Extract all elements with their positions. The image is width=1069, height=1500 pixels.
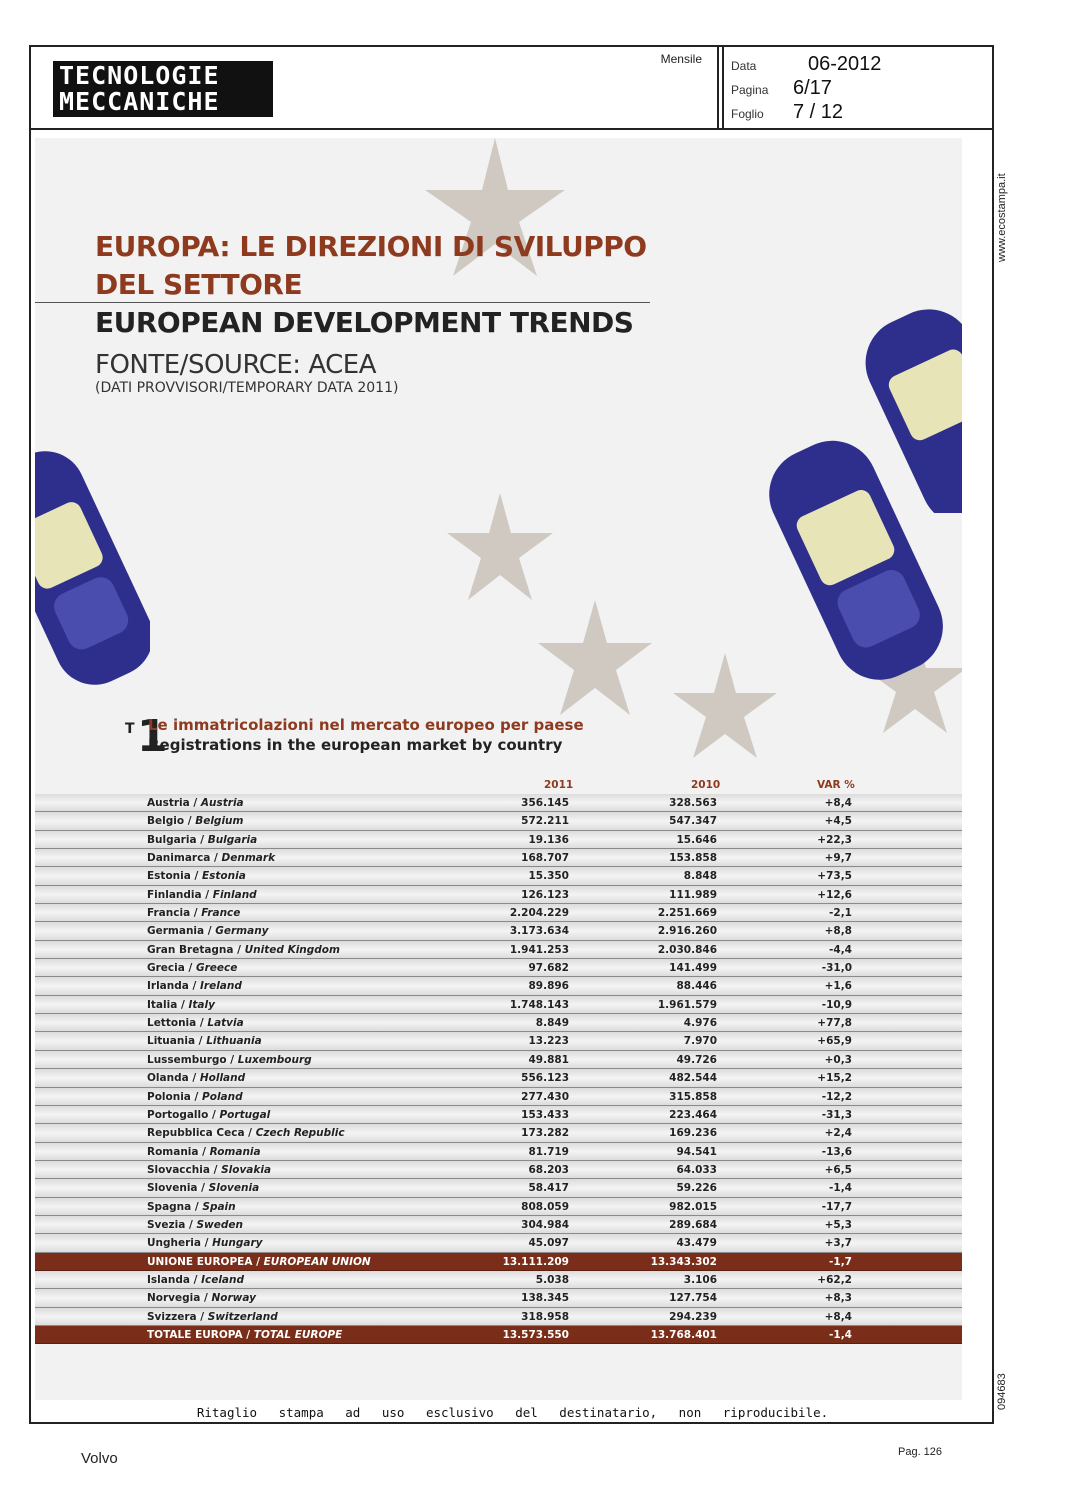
table-number: 1 [137, 711, 168, 762]
country-name-it: Olanda / [147, 1072, 200, 1085]
country-name [147, 944, 340, 956]
country-name [147, 852, 275, 864]
country-name-it: Lituania / [147, 1035, 207, 1048]
country-name [147, 797, 244, 809]
provisional-note: (DATI PROVVISORI/TEMPORARY DATA 2011) [95, 380, 399, 396]
country-name [147, 1072, 245, 1084]
table-caption-en: Registrations in the european market by country [148, 736, 563, 754]
value-var: +15,2 [817, 1072, 852, 1085]
table-row [35, 1198, 962, 1216]
value-var: +2,4 [824, 1127, 852, 1140]
country-name-it: Romania / [147, 1145, 210, 1158]
country-name-en: Denmark [221, 852, 276, 865]
value-2010: 43.479 [676, 1237, 717, 1250]
country-name-en: Germany [215, 925, 269, 938]
sheet-label: Foglio [731, 107, 764, 121]
country-name-it: Portogallo / [147, 1108, 220, 1121]
date-value: 06-2012 [808, 53, 882, 75]
value-2010: 59.226 [676, 1182, 717, 1195]
value-2011: 13.573.550 [502, 1328, 569, 1341]
value-2011: 318.958 [521, 1310, 569, 1323]
table-row [35, 794, 962, 812]
value-2010: 13.768.401 [650, 1328, 717, 1341]
value-var: -17,7 [821, 1200, 852, 1213]
table-row [35, 1088, 962, 1106]
value-var: +8,3 [824, 1292, 852, 1305]
value-2011: 173.282 [521, 1127, 569, 1140]
value-2011: 89.896 [528, 980, 569, 993]
country-name-it: Lettonia / [147, 1017, 208, 1030]
value-2010: 127.754 [669, 1292, 717, 1305]
value-var: -2,1 [829, 907, 852, 920]
page-label: Pagina [731, 83, 769, 97]
country-name-it: Grecia / [147, 962, 196, 975]
country-name-it: Spagna / [147, 1200, 203, 1213]
country-name-en: Holland [199, 1072, 246, 1085]
scanned-page [35, 138, 962, 1400]
country-name-en: Italy [188, 998, 215, 1011]
value-2011: 45.097 [528, 1237, 569, 1250]
country-name [147, 1182, 259, 1194]
value-2011: 1.748.143 [509, 998, 569, 1011]
value-var: -1,4 [829, 1182, 852, 1195]
country-name [147, 962, 237, 974]
country-name-en: Spain [202, 1200, 236, 1213]
country-name-it: Danimarca / [147, 852, 222, 865]
table-row [35, 1289, 962, 1307]
country-name-it: Germania / [147, 925, 216, 938]
country-name-en: Finland [212, 888, 257, 901]
value-2011: 126.123 [521, 888, 569, 901]
value-2010: 88.446 [676, 980, 717, 993]
value-2010: 1.961.579 [657, 998, 717, 1011]
country-name [147, 925, 269, 937]
table-row [35, 996, 962, 1014]
value-var: +3,7 [824, 1237, 852, 1250]
value-var: +6,5 [824, 1163, 852, 1176]
logo-line-1: TECNOLOGIE [59, 61, 220, 90]
table-row [35, 1271, 962, 1289]
table-total-row [35, 1326, 962, 1344]
value-var: +8,8 [824, 925, 852, 938]
value-2011: 572.211 [521, 815, 569, 828]
country-name-it: Slovenia / [147, 1182, 209, 1195]
country-name-it: Bulgaria / [147, 833, 208, 846]
country-name [147, 1091, 243, 1103]
issue-info-box [717, 47, 994, 128]
value-2011: 81.719 [528, 1145, 569, 1158]
table-row [35, 1032, 962, 1050]
table-row [35, 1106, 962, 1124]
copyright-notice: Ritaglio stampa ad uso esclusivo del destinatario, non riproducibile. [196, 1405, 829, 1420]
country-name [147, 1146, 261, 1158]
country-name [147, 834, 257, 846]
value-2010: 294.239 [669, 1310, 717, 1323]
value-2010: 169.236 [669, 1127, 717, 1140]
country-name-it: UNIONE EUROPEA / [147, 1255, 264, 1268]
value-2010: 2.916.260 [657, 925, 717, 938]
value-2011: 153.433 [521, 1108, 569, 1121]
value-var: -31,0 [821, 962, 852, 975]
country-name-it: Slovacchia / [147, 1163, 222, 1176]
value-2011: 13.223 [528, 1035, 569, 1048]
value-2010: 3.106 [683, 1273, 717, 1286]
value-var: -13,6 [821, 1145, 852, 1158]
country-name-it: Austria / [147, 797, 201, 809]
country-name-en: Bulgaria [207, 833, 258, 846]
value-2011: 304.984 [521, 1218, 569, 1231]
value-var: +73,5 [817, 870, 852, 883]
value-2010: 547.347 [669, 815, 717, 828]
country-name [147, 1256, 371, 1268]
value-var: -4,4 [829, 943, 852, 956]
table-row [35, 1161, 962, 1179]
country-name-it: Repubblica Ceca / [147, 1127, 256, 1140]
table-row [35, 849, 962, 867]
country-name-it: Lussemburgo / [147, 1053, 238, 1066]
country-name-en: Norway [211, 1292, 256, 1305]
table-row [35, 867, 962, 885]
value-2010: 289.684 [669, 1218, 717, 1231]
value-var: -1,7 [829, 1255, 852, 1268]
country-name [147, 1311, 278, 1323]
value-2010: 64.033 [676, 1163, 717, 1176]
table-row [35, 886, 962, 904]
country-name-it: Norvegia / [147, 1292, 212, 1305]
country-name [147, 1292, 256, 1304]
table-row [35, 1124, 962, 1142]
country-name-en: United Kingdom [244, 943, 340, 956]
table-row [35, 831, 962, 849]
table-row [35, 959, 962, 977]
table-header [35, 779, 962, 795]
value-var: -1,4 [829, 1328, 852, 1341]
country-name-en: France [201, 907, 241, 920]
value-2010: 328.563 [669, 797, 717, 809]
country-name-en: Estonia [201, 870, 246, 883]
value-2010: 111.989 [669, 888, 717, 901]
value-var: -10,9 [821, 998, 852, 1011]
country-name [147, 1274, 244, 1286]
country-name-en: Poland [202, 1090, 243, 1103]
value-2011: 3.173.634 [509, 925, 569, 938]
value-2010: 13.343.302 [650, 1255, 717, 1268]
table-row [35, 904, 962, 922]
car-illustration-left [35, 438, 150, 698]
car-illustration-right [865, 303, 962, 513]
col-2010-header: 2010 [691, 779, 721, 791]
value-2011: 13.111.209 [502, 1255, 569, 1268]
table-row [35, 1179, 962, 1197]
country-name [147, 1329, 342, 1341]
source-line: FONTE/SOURCE: ACEA [95, 350, 377, 380]
country-name [147, 870, 246, 882]
value-2011: 68.203 [528, 1163, 569, 1176]
value-var: +5,3 [824, 1218, 852, 1231]
country-name [147, 1164, 271, 1176]
value-2011: 19.136 [528, 833, 569, 846]
country-name-en: Slovakia [221, 1163, 272, 1176]
country-name [147, 815, 243, 827]
value-2011: 8.849 [535, 1017, 569, 1030]
country-name-en: Iceland [201, 1273, 245, 1286]
value-2010: 141.499 [669, 962, 717, 975]
country-name [147, 1127, 345, 1139]
value-2010: 482.544 [669, 1072, 717, 1085]
table-row [35, 1143, 962, 1161]
country-name-en: EUROPEAN UNION [263, 1255, 371, 1268]
value-var: +8,4 [824, 1310, 852, 1323]
table-caption-it: Le immatricolazioni nel mercato europeo per paese [148, 716, 584, 734]
client-name: Volvo [81, 1450, 118, 1467]
value-2010: 49.726 [676, 1053, 717, 1066]
table-row [35, 1308, 962, 1326]
value-2010: 2.251.669 [657, 907, 717, 920]
col-var-header: VAR % [817, 779, 855, 791]
table-row [35, 941, 962, 959]
title-it-line-2: DEL SETTORE [95, 268, 303, 301]
table-letter: T [125, 721, 135, 737]
country-name [147, 907, 240, 919]
country-name [147, 1054, 312, 1066]
value-2011: 556.123 [521, 1072, 569, 1085]
magazine-logo [53, 61, 273, 117]
logo-line-2: MECCANICHE [59, 87, 220, 116]
table-row [35, 1216, 962, 1234]
value-var: +9,7 [824, 852, 852, 865]
country-name-en: Czech Republic [255, 1127, 345, 1140]
value-var: +12,6 [817, 888, 852, 901]
side-code [996, 1370, 1016, 1410]
country-name-it: Ungheria / [147, 1237, 213, 1250]
registrations-table [35, 794, 962, 1344]
country-name-it: Irlanda / [147, 980, 200, 993]
value-var: +1,6 [824, 980, 852, 993]
country-name-it: TOTALE EUROPA / [147, 1328, 254, 1341]
country-name-it: Italia / [147, 998, 189, 1011]
country-name [147, 980, 242, 992]
value-2010: 315.858 [669, 1090, 717, 1103]
country-name-it: Francia / [147, 907, 202, 920]
country-name-en: TOTAL EUROPE [253, 1328, 343, 1341]
table-total-row [35, 1253, 962, 1271]
value-2010: 4.976 [683, 1017, 717, 1030]
page-value: 6/17 [793, 77, 832, 99]
value-var: +62,2 [817, 1273, 852, 1286]
value-var: -31,3 [821, 1108, 852, 1121]
country-name-en: Belgium [195, 815, 244, 828]
country-name-en: Austria [200, 797, 244, 809]
value-2011: 277.430 [521, 1090, 569, 1103]
country-name [147, 999, 215, 1011]
table-row [35, 1234, 962, 1252]
table-row [35, 1051, 962, 1069]
value-var: +8,4 [824, 797, 852, 809]
table-row [35, 922, 962, 940]
value-2011: 97.682 [528, 962, 569, 975]
country-name-it: Islanda / [147, 1273, 202, 1286]
value-2010: 7.970 [683, 1035, 717, 1048]
country-name [147, 1201, 236, 1213]
table-row [35, 1014, 962, 1032]
country-name-it: Svezia / [147, 1218, 197, 1231]
country-name-en: Switzerland [207, 1310, 278, 1323]
value-2011: 2.204.229 [509, 907, 569, 920]
side-url-text: www.ecostampa.it [996, 173, 1008, 262]
title-it-line-1: EUROPA: LE DIREZIONI DI SVILUPPO [95, 230, 647, 263]
table-row [35, 812, 962, 830]
value-2010: 153.858 [669, 852, 717, 865]
value-2011: 58.417 [528, 1182, 569, 1195]
value-2010: 982.015 [669, 1200, 717, 1213]
country-name-en: Slovenia [208, 1182, 260, 1195]
side-code-text: 094683 [996, 1373, 1008, 1410]
value-var: -12,2 [821, 1090, 852, 1103]
country-name-en: Lithuania [206, 1035, 262, 1048]
title-en: EUROPEAN DEVELOPMENT TRENDS [95, 306, 634, 339]
country-name [147, 1035, 262, 1047]
value-var: +77,8 [817, 1017, 852, 1030]
article-title-it [95, 228, 647, 304]
country-name-it: Gran Bretagna / [147, 943, 245, 956]
country-name-en: Ireland [200, 980, 242, 993]
periodicity-label: Mensile [660, 52, 702, 66]
value-2010: 8.848 [683, 870, 717, 883]
country-name-it: Polonia / [147, 1090, 203, 1103]
country-name-it: Estonia / [147, 870, 202, 883]
value-var: +22,3 [817, 833, 852, 846]
country-name-en: Hungary [212, 1237, 263, 1250]
value-var: +0,3 [824, 1053, 852, 1066]
page-number: Pag. 126 [898, 1446, 943, 1458]
value-2010: 15.646 [676, 833, 717, 846]
sheet-value: 7 / 12 [793, 101, 844, 123]
country-name [147, 1237, 263, 1249]
country-name-en: Greece [195, 962, 238, 975]
value-2010: 2.030.846 [657, 943, 717, 956]
country-name-en: Luxembourg [237, 1053, 312, 1066]
side-url [996, 142, 1016, 262]
table-row [35, 977, 962, 995]
country-name [147, 1109, 270, 1121]
country-name-en: Romania [209, 1145, 261, 1158]
star-icon [538, 600, 652, 715]
value-2011: 138.345 [521, 1292, 569, 1305]
value-2011: 168.707 [521, 852, 569, 865]
value-2010: 223.464 [669, 1108, 717, 1121]
country-name-it: Belgio / [147, 815, 196, 828]
country-name-en: Latvia [207, 1017, 244, 1030]
title-divider [35, 302, 650, 303]
value-2011: 5.038 [535, 1273, 569, 1286]
value-2011: 356.145 [521, 797, 569, 809]
value-var: +65,9 [817, 1035, 852, 1048]
country-name [147, 889, 257, 901]
value-2011: 15.350 [528, 870, 569, 883]
value-2011: 808.059 [521, 1200, 569, 1213]
value-2011: 1.941.253 [509, 943, 569, 956]
country-name-en: Portugal [219, 1108, 271, 1121]
country-name-en: Sweden [196, 1218, 243, 1231]
col-2011-header: 2011 [544, 779, 574, 791]
country-name-it: Svizzera / [147, 1310, 208, 1323]
country-name [147, 1219, 243, 1231]
country-name-it: Finlandia / [147, 888, 213, 901]
value-2010: 94.541 [676, 1145, 717, 1158]
press-header [29, 45, 994, 130]
table-row [35, 1069, 962, 1087]
value-var: +4,5 [824, 815, 852, 828]
value-2011: 49.881 [528, 1053, 569, 1066]
country-name [147, 1017, 244, 1029]
star-icon [447, 493, 553, 600]
date-label: Data [731, 59, 757, 73]
